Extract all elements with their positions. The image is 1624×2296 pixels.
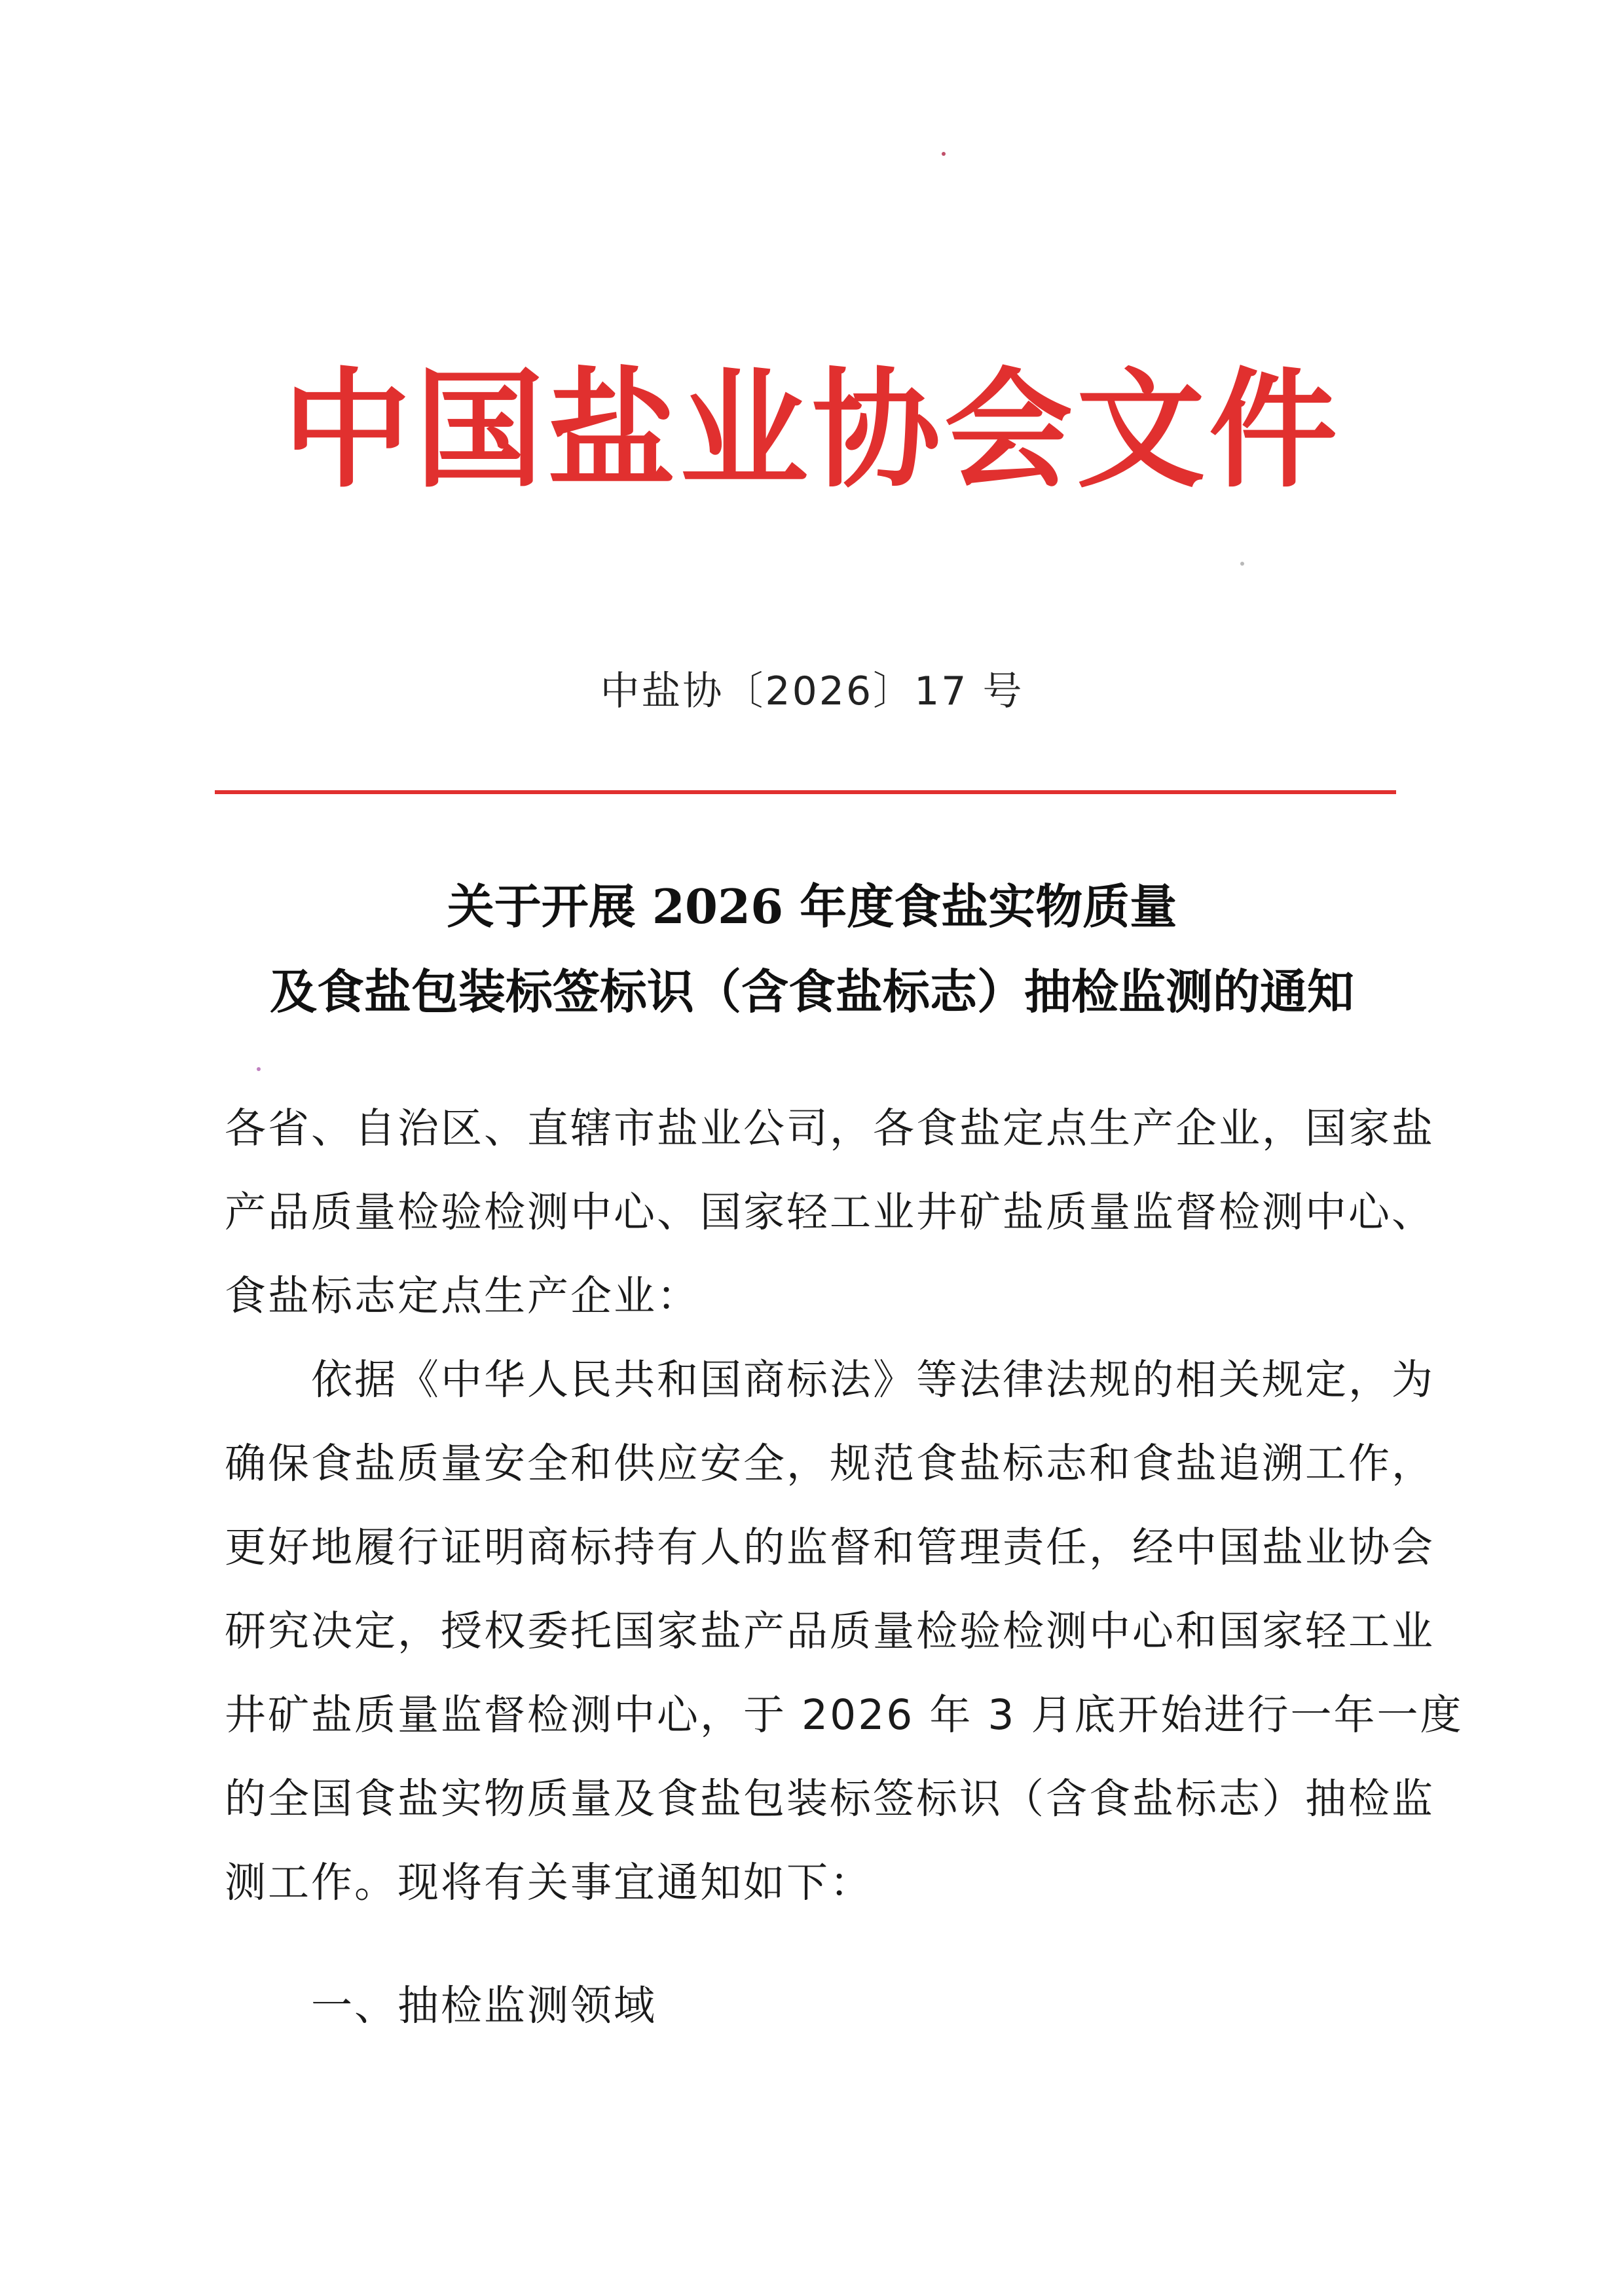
paragraph-line: 依据《中华人民共和国商标法》等法律法规的相关规定，为 <box>225 1356 1435 1404</box>
title-line-1: 关于开展 2026 年度食盐实物质量 <box>447 879 1177 934</box>
paragraph-line: 的全国食盐实物质量及食盐包装标签标识（含食盐标志）抽检监 <box>225 1775 1435 1823</box>
masthead-title: 中国盐业协会文件 <box>282 356 1341 505</box>
paragraph-line: 更好地履行证明商标持有人的监督和管理责任，经中国盐业协会 <box>225 1523 1435 1571</box>
document-number: 中盐协〔2026〕17 号 <box>600 668 1024 714</box>
scan-speck <box>257 1067 261 1071</box>
scan-speck <box>942 152 946 156</box>
red-divider-line <box>215 790 1396 794</box>
document-title <box>0 864 1624 1034</box>
body-text <box>225 1087 1464 1925</box>
section-heading: 一、抽检监测领域 <box>311 1982 657 2030</box>
paragraph-line: 研究决定，授权委托国家盐产品质量检验检测中心和国家轻工业 <box>225 1607 1435 1655</box>
scan-speck <box>1240 562 1244 566</box>
title-line-2: 及食盐包装标签标识（含食盐标志）抽检监测的通知 <box>269 964 1354 1019</box>
paragraph-line: 井矿盐质量监督检测中心，于 2026 年 3 月底开始进行一年一度 <box>225 1691 1464 1739</box>
salutation-line: 各省、自治区、直辖市盐业公司，各食盐定点生产企业，国家盐 <box>225 1104 1435 1152</box>
salutation-line: 产品质量检验检测中心、国家轻工业井矿盐质量监督检测中心、 <box>225 1188 1435 1236</box>
paragraph-line: 测工作。现将有关事宜通知如下： <box>225 1859 873 1906</box>
salutation-line: 食盐标志定点生产企业： <box>225 1272 700 1320</box>
paragraph-line: 确保食盐质量安全和供应安全，规范食盐标志和食盐追溯工作， <box>225 1440 1435 1487</box>
